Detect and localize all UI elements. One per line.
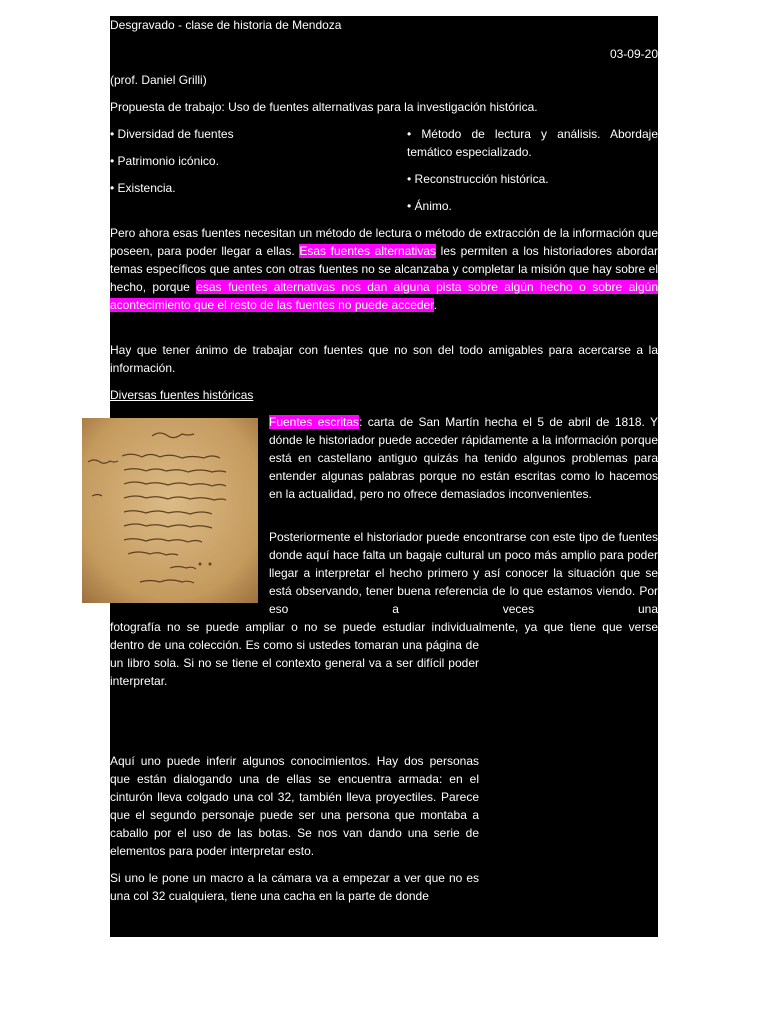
paragraph-cultural-background: Posteriormente el historiador puede encontrarse con este tipo de fuentes donde aquí hace falta un bagaje cultural un poco más amplio para poder llegar a interpretar el hecho primero y así conocer la situación que se está observando, tener buena referencia de lo que estamos viendo. Por eso a veces una	[269, 530, 658, 616]
document-date: 03-09-20	[609, 47, 658, 61]
professor-name: (prof. Daniel Grilli)	[110, 73, 207, 87]
paragraph-methods	[110, 224, 658, 314]
paragraph-text: les permiten a los historiadores abordar temas específicos que antes con otras fuentes no se alcanzaba y completar la misión que hay sobre el hecho, porque	[110, 244, 659, 294]
paragraph-cultural-background-end: dentro de una colección. Es como si ustedes tomaran una página de un libro sola. Si no se tiene el contexto general va a ser difícil poder interpretar.	[110, 638, 479, 688]
letter-illustration	[82, 418, 258, 603]
written-sources-paragraph	[269, 413, 658, 503]
historical-letter-image	[82, 418, 258, 603]
paragraph-photo-analysis: Aquí uno puede inferir algunos conocimientos. Hay dos personas que están dialogando una de ellas se encuentra armada: en el cinturón lleva colgado una col 32, también lleva proyectiles. Parece que el segundo personaje puede ser una persona que montaba a caballo por el uso de las botas. Se nos van dando una serie de elementos para poder interpretar esto.	[110, 754, 479, 858]
highlighted-text: esas fuentes alternativas nos dan alguna pista sobre algún hecho o sobre algún acontecimiento que el resto de las fuentes no puede acceder	[110, 280, 658, 312]
bullet-item: • Método de lectura y análisis. Abordaje temático especializado.	[407, 127, 658, 159]
paragraph-macro: Si uno le pone un macro a la cámara va a empezar a ver que no es una col 32 cualquiera, tiene una cacha en la parte de donde	[110, 871, 479, 903]
paragraph-text: Pero ahora esas fuentes necesitan un método de lectura o método de extracción de la información que poseen, para poder llegar a ellas.	[110, 226, 658, 258]
bullet-item: • Diversidad de fuentes	[110, 127, 234, 141]
bullet-item: • Existencia.	[110, 181, 176, 195]
bullet-item: • Reconstrucción histórica.	[407, 172, 549, 186]
document-title: Desgravado - clase de historia de Mendoza	[110, 18, 342, 32]
document-page	[110, 16, 658, 937]
paragraph-text: : carta de San Martín hecha el 5 de abril de 1818. Y dónde le historiador puede acceder rápidamente a la información porque está en castellano antiguo quizás ha tenido algunos problemas para entender algunas palabras porque no están escritas como lo hacemos en la actualidad, pero no ofrece demasiados inconvenientes.	[269, 415, 658, 501]
paragraph-text: .	[433, 298, 437, 312]
section-heading: Diversas fuentes históricas	[110, 388, 254, 402]
highlighted-text: Fuentes escritas	[269, 415, 360, 429]
paragraph-encouragement: Hay que tener ánimo de trabajar con fuentes que no son del todo amigables para acercarse a la información.	[110, 343, 658, 375]
bullet-item: • Ánimo.	[407, 199, 452, 213]
highlighted-text: Esas fuentes alternativas	[299, 244, 437, 258]
bullet-item: • Patrimonio icónico.	[110, 154, 219, 168]
bullet-list-left	[110, 125, 390, 197]
paragraph-cultural-background-continued: fotografía no se puede ampliar o no se puede estudiar individualmente, ya que tiene que verse	[110, 620, 658, 634]
work-proposal: Propuesta de trabajo: Uso de fuentes alternativas para la investigación histórica.	[110, 100, 538, 114]
bullet-list-right	[407, 125, 658, 215]
